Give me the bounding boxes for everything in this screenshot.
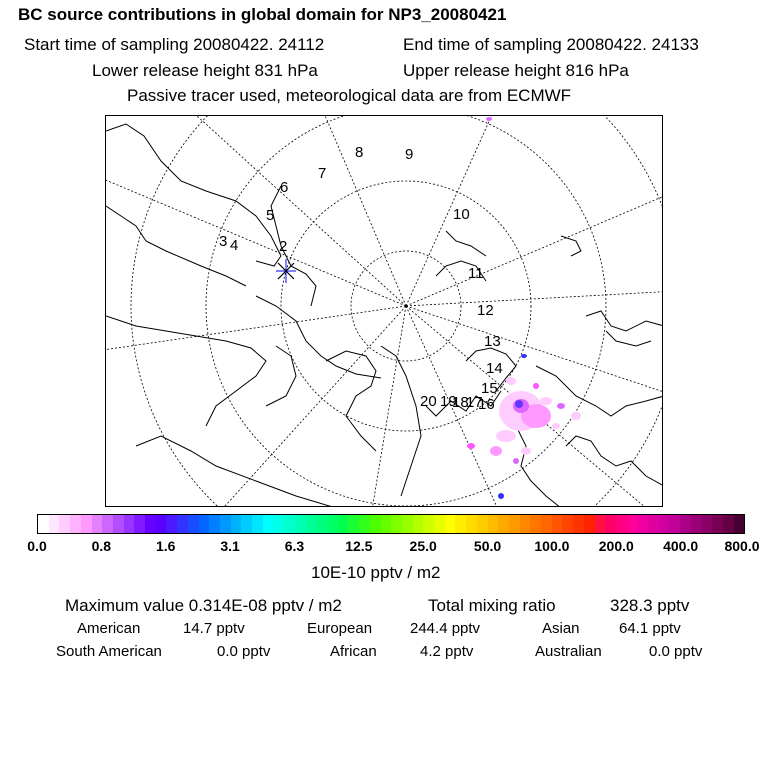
colorbar-cell [402, 515, 413, 533]
track-label: 10 [453, 206, 470, 223]
source-name-australian: Australian [535, 643, 602, 660]
colorbar-cell [423, 515, 434, 533]
source-value-european: 244.4 pptv [410, 620, 481, 637]
colorbar-cell [391, 515, 402, 533]
colorbar-cell [445, 515, 456, 533]
colorbar-cell [306, 515, 317, 533]
star-icon [276, 259, 296, 283]
colorbar-cell [231, 515, 242, 533]
colorbar-cell [124, 515, 135, 533]
source-name-european: European [307, 620, 373, 637]
colorbar-cell [156, 515, 167, 533]
colorbar-cell [177, 515, 188, 533]
coastlines [106, 124, 663, 507]
track-label: 6 [280, 179, 289, 196]
colorbar-tick-label: 400.0 [663, 538, 699, 554]
tracer-note: Passive tracer used, meteorological data are from ECMWF [127, 86, 572, 105]
colorbar-cell [691, 515, 702, 533]
track-label: 9 [405, 146, 414, 163]
source-value-south-american: 0.0 pptv [217, 643, 271, 660]
meridian-lines [106, 116, 663, 507]
track-label: 12 [477, 302, 494, 319]
colorbar-cell [38, 515, 49, 533]
source-value-australian: 0.0 pptv [649, 643, 703, 660]
colorbar-tick-label: 0.0 [27, 538, 47, 554]
colorbar-cell [434, 515, 445, 533]
colorbar-cell [284, 515, 295, 533]
colorbar-cell [734, 515, 745, 533]
track-label: 17 [466, 394, 483, 411]
colorbar-cell [199, 515, 210, 533]
lower-height-label: Lower release height 831 hPa [92, 61, 318, 80]
colorbar-tick-label: 100.0 [534, 538, 570, 554]
colorbar-cell [669, 515, 680, 533]
colorbar-cell [209, 515, 220, 533]
track-label: 5 [266, 207, 275, 224]
colorbar-cell [627, 515, 638, 533]
colorbar-tick-label: 200.0 [598, 538, 634, 554]
colorbar-cell [680, 515, 691, 533]
track-label: 2 [279, 238, 288, 255]
track-label: 20 [420, 393, 437, 410]
colorbar-cell [220, 515, 231, 533]
track-label: 8 [355, 144, 364, 161]
colorbar-cell [541, 515, 552, 533]
colorbar-tick-label: 800.0 [724, 538, 760, 554]
colorbar-cell [723, 515, 734, 533]
colorbar-cell [477, 515, 488, 533]
colorbar-cell [562, 515, 573, 533]
colorbar-cell [113, 515, 124, 533]
colorbar-cell [498, 515, 509, 533]
colorbar-cell [348, 515, 359, 533]
source-value-african: 4.2 pptv [420, 643, 474, 660]
colorbar-tick-label: 3.1 [220, 538, 240, 554]
track-label: 18 [452, 394, 469, 411]
colorbar-cell [702, 515, 713, 533]
colorbar-cell [241, 515, 252, 533]
colorbar-cell [466, 515, 477, 533]
start-time-label: Start time of sampling 20080422. 24112 [24, 35, 325, 54]
colorbar-cell [605, 515, 616, 533]
colorbar-cell [49, 515, 60, 533]
colorbar-tick-label: 6.3 [284, 538, 305, 554]
total-mixing-label: Total mixing ratio [428, 596, 556, 615]
latitude-circles [131, 116, 663, 507]
colorbar-cell [145, 515, 156, 533]
colorbar-cell [102, 515, 113, 533]
colorbar-tick-label: 50.0 [473, 538, 502, 554]
colorbar-cell [316, 515, 327, 533]
colorbar-cell [188, 515, 199, 533]
colorbar-cell [59, 515, 70, 533]
colorbar-cell [530, 515, 541, 533]
colorbar-cell [616, 515, 627, 533]
colorbar-tick-label: 0.8 [91, 538, 112, 554]
track-label: 11 [468, 265, 484, 282]
colorbar-cell [70, 515, 81, 533]
map-canvas [106, 116, 663, 507]
colorbar-cell [584, 515, 595, 533]
track-label: 3 [219, 233, 228, 250]
colorbar-cell [381, 515, 392, 533]
track-label: 19 [440, 393, 457, 410]
end-time-label: End time of sampling 20080422. 24133 [403, 35, 699, 54]
track-label: 4 [230, 237, 239, 254]
colorbar-cell [134, 515, 145, 533]
colorbar-cell [488, 515, 499, 533]
colorbar-cell [573, 515, 584, 533]
colorbar-cell [648, 515, 659, 533]
colorbar-cell [552, 515, 563, 533]
colorbar-cell [659, 515, 670, 533]
colorbar-cell [252, 515, 263, 533]
colorbar-cell [520, 515, 531, 533]
colorbar-cell [273, 515, 284, 533]
colorbar-tick-label: 1.6 [155, 538, 176, 554]
colorbar-cell [92, 515, 103, 533]
colorbar-cell [81, 515, 92, 533]
source-name-south-american: South American [56, 643, 162, 660]
source-name-american: American [77, 620, 141, 637]
colorbar-cell [166, 515, 177, 533]
colorbar-cell [359, 515, 370, 533]
track-labels [219, 144, 503, 413]
colorbar-cell [327, 515, 338, 533]
polar-map [105, 115, 663, 507]
colorbar-tick-label: 25.0 [409, 538, 437, 554]
source-value-asian: 64.1 pptv [619, 620, 681, 637]
colorbar-labels [0, 538, 768, 556]
plot-title: BC source contributions in global domain for NP3_20080421 [18, 5, 507, 24]
colorbar-tick-label: 12.5 [345, 538, 373, 554]
source-name-asian: Asian [542, 620, 580, 637]
colorbar-units: 10E-10 pptv / m2 [311, 563, 441, 582]
total-mixing-value: 328.3 pptv [610, 596, 690, 615]
source-value-american: 14.7 pptv [183, 620, 245, 637]
colorbar-cell [712, 515, 723, 533]
colorbar [37, 514, 745, 534]
track-label: 16 [478, 396, 495, 413]
track-label: 15 [481, 380, 498, 397]
colorbar-cell [263, 515, 274, 533]
colorbar-cell [595, 515, 606, 533]
colorbar-cell [637, 515, 648, 533]
colorbar-cell [370, 515, 381, 533]
colorbar-cell [295, 515, 306, 533]
colorbar-cell [413, 515, 424, 533]
colorbar-cell [338, 515, 349, 533]
track-label: 13 [484, 333, 501, 350]
upper-height-label: Upper release height 816 hPa [403, 61, 629, 80]
track-label: 7 [318, 165, 327, 182]
track-label: 14 [486, 360, 503, 377]
colorbar-cell [455, 515, 466, 533]
colorbar-cell [509, 515, 520, 533]
max-value-label: Maximum value 0.314E-08 pptv / m2 [65, 596, 342, 615]
source-name-african: African [330, 643, 377, 660]
